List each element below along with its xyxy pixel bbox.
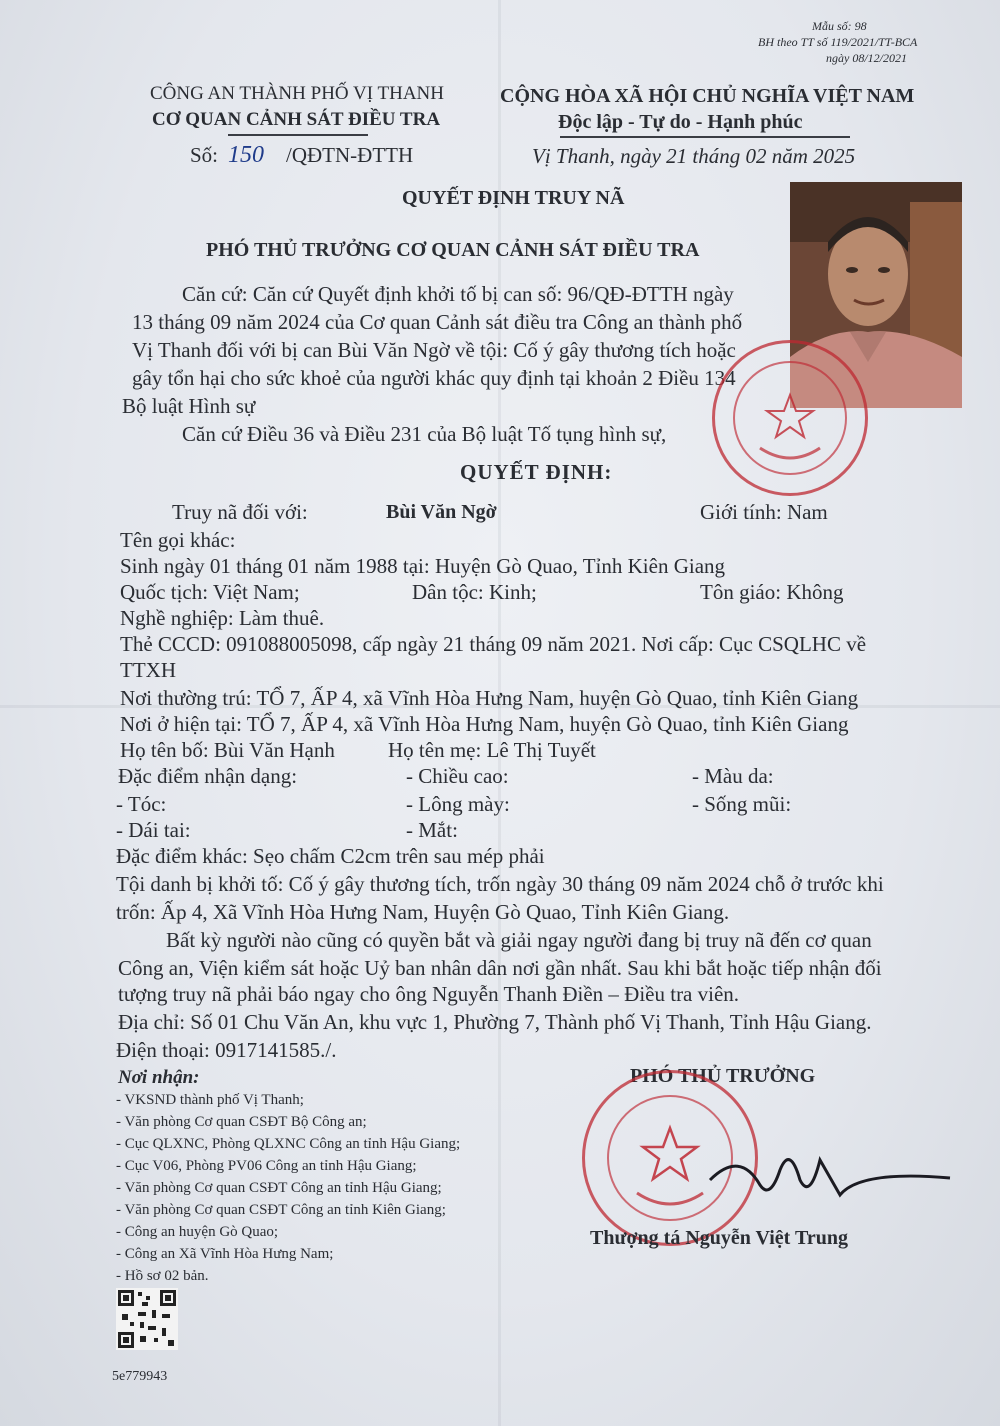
alias: Tên gọi khác: (120, 528, 236, 552)
recipient-item: - Cục V06, Phòng PV06 Công an tỉnh Hậu Giang; (116, 1158, 417, 1174)
suspect-name: Bùi Văn Ngờ (386, 501, 497, 523)
id-card-line1: Thẻ CCCD: 091088005098, cấp ngày 21 tháng 09 năm 2021. Nơi cấp: Cục CSQLHC về (120, 632, 867, 656)
form-date: ngày 08/12/2021 (826, 51, 907, 65)
doc-number-handwritten: 150 (228, 142, 264, 168)
basis-line5: Bộ luật Hình sự (122, 394, 256, 418)
ethnicity: Dân tộc: Kinh; (412, 580, 537, 604)
charge-line1: Tội danh bị khởi tố: Cố ý gây thương tích, trốn ngày 30 tháng 09 năm 2024 chỗ ở trước khi (116, 872, 884, 896)
feature-hair: - Tóc: (116, 792, 167, 816)
instruction-line2: Công an, Viện kiểm sát hoặc Uỷ ban nhân dân nơi gần nhất. Sau khi bắt hoặc tiếp nhận đối (118, 956, 882, 980)
recipient-item: - Hồ sơ 02 bản. (116, 1268, 209, 1284)
place-date: Vị Thanh, ngày 21 tháng 02 năm 2025 (532, 144, 856, 168)
current-address: Nơi ở hiện tại: TỔ 7, ẤP 4, xã Vĩnh Hòa Hưng Nam, huyện Gò Quao, tỉnh Kiên Giang (120, 712, 849, 736)
birth-info: Sinh ngày 01 tháng 01 năm 1988 tại: Huyện Gò Quao, Tỉnh Kiên Giang (120, 554, 726, 578)
recipient-item: - Văn phòng Cơ quan CSĐT Bộ Công an; (116, 1114, 367, 1130)
feature-nose: - Sống mũi: (692, 792, 792, 816)
signatory-name: Thượng tá Nguyễn Việt Trung (590, 1227, 848, 1249)
header-underline (228, 134, 368, 136)
form-regulation: BH theo TT số 119/2021/TT-BCA (758, 35, 918, 49)
issuer-title: PHÓ THỦ TRƯỞNG CƠ QUAN CẢNH SÁT ĐIỀU TRA (206, 239, 700, 261)
recipient-item: - Văn phòng Cơ quan CSĐT Công an tỉnh Kiên Giang; (116, 1202, 446, 1218)
decision-heading: QUYẾT ĐỊNH: (460, 460, 613, 484)
official-stamp-upper (712, 340, 868, 496)
feature-ears: - Dái tai: (116, 818, 191, 842)
recipient-item: - Công an Xã Vĩnh Hòa Hưng Nam; (116, 1246, 334, 1262)
document-title: QUYẾT ĐỊNH TRUY NÃ (402, 187, 625, 209)
feature-height: - Chiều cao: (406, 764, 509, 788)
form-number: Mẫu số: 98 (812, 19, 867, 33)
feature-eyebrows: - Lông mày: (406, 792, 510, 816)
charge-line2: trốn: Ấp 4, Xã Vĩnh Hòa Hưng Nam, Huyện Gò Quao, Tỉnh Kiên Giang. (116, 900, 730, 924)
document-code: 5e779943 (112, 1369, 168, 1384)
signatory-title: PHÓ THỦ TRƯỞNG (630, 1065, 816, 1087)
religion: Tôn giáo: Không (700, 580, 844, 604)
nation-motto: Độc lập - Tự do - Hạnh phúc (558, 111, 803, 133)
qr-code (116, 1288, 178, 1350)
features-label: Đặc điểm nhận dạng: (118, 764, 298, 788)
recipients-label: Nơi nhận: (118, 1067, 200, 1088)
permanent-address: Nơi thường trú: TỔ 7, ẤP 4, xã Vĩnh Hòa Hưng Nam, huyện Gò Quao, tỉnh Kiên Giang (120, 686, 859, 710)
other-features: Đặc điểm khác: Sẹo chấm C2cm trên sau mép phải (116, 844, 545, 868)
wanted-label: Truy nã đối với: (172, 500, 308, 524)
recipient-item: - Công an huyện Gò Quao; (116, 1224, 279, 1240)
contact-phone: Điện thoại: 0917141585./. (116, 1038, 337, 1062)
doc-number-label: Số: (190, 143, 219, 167)
nation-title: CỘNG HÒA XÃ HỘI CHỦ NGHĨA VIỆT NAM (500, 85, 915, 107)
basis-line3: Vị Thanh đối với bị can Bùi Văn Ngờ về tội: Cố ý gây thương tích hoặc (132, 338, 736, 362)
basis-line6: Căn cứ Điều 36 và Điều 231 của Bộ luật Tố tụng hình sự, (182, 422, 667, 446)
instruction-line1: Bất kỳ người nào cũng có quyền bắt và giải ngay người đang bị truy nã đến cơ quan (166, 928, 872, 952)
basis-line2: 13 tháng 09 năm 2024 của Cơ quan Cảnh sát điều tra Công an thành phố (132, 310, 743, 334)
basis-line1: Căn cứ: Căn cứ Quyết định khởi tố bị can số: 96/QĐ-ĐTTH ngày (182, 282, 734, 306)
contact-address: Địa chỉ: Số 01 Chu Văn An, khu vực 1, Phường 7, Thành phố Vị Thanh, Tỉnh Hậu Giang. (118, 1010, 872, 1034)
id-card-line2: TTXH (120, 658, 176, 682)
occupation: Nghề nghiệp: Làm thuê. (120, 606, 325, 630)
recipient-item: - VKSND thành phố Vị Thanh; (116, 1092, 304, 1108)
feature-eyes: - Mắt: (406, 818, 458, 842)
agency-line1: CÔNG AN THÀNH PHỐ VỊ THANH (150, 83, 444, 104)
instruction-line3: tượng truy nã phải báo ngay cho ông Nguyễn Thanh Điền – Điều tra viên. (118, 982, 740, 1006)
mother-name: Họ tên mẹ: Lê Thị Tuyết (388, 738, 596, 762)
feature-skin: - Màu da: (692, 764, 774, 788)
doc-number-suffix: /QĐTN-ĐTTH (286, 143, 414, 167)
father-name: Họ tên bố: Bùi Văn Hạnh (120, 738, 335, 762)
suspect-gender: Giới tính: Nam (700, 500, 828, 524)
basis-line4: gây tổn hại cho sức khoẻ của người khác quy định tại khoản 2 Điều 134 (132, 366, 736, 390)
motto-underline (560, 136, 850, 138)
nationality: Quốc tịch: Việt Nam; (120, 580, 300, 604)
recipients-list (116, 1092, 460, 1290)
handwritten-signature (700, 1140, 960, 1210)
recipient-item: - Cục QLXNC, Phòng QLXNC Công an tỉnh Hậu Giang; (116, 1136, 461, 1152)
recipient-item: - Văn phòng Cơ quan CSĐT Công an tỉnh Hậu Giang; (116, 1180, 442, 1196)
agency-line2: CƠ QUAN CẢNH SÁT ĐIỀU TRA (152, 109, 441, 130)
